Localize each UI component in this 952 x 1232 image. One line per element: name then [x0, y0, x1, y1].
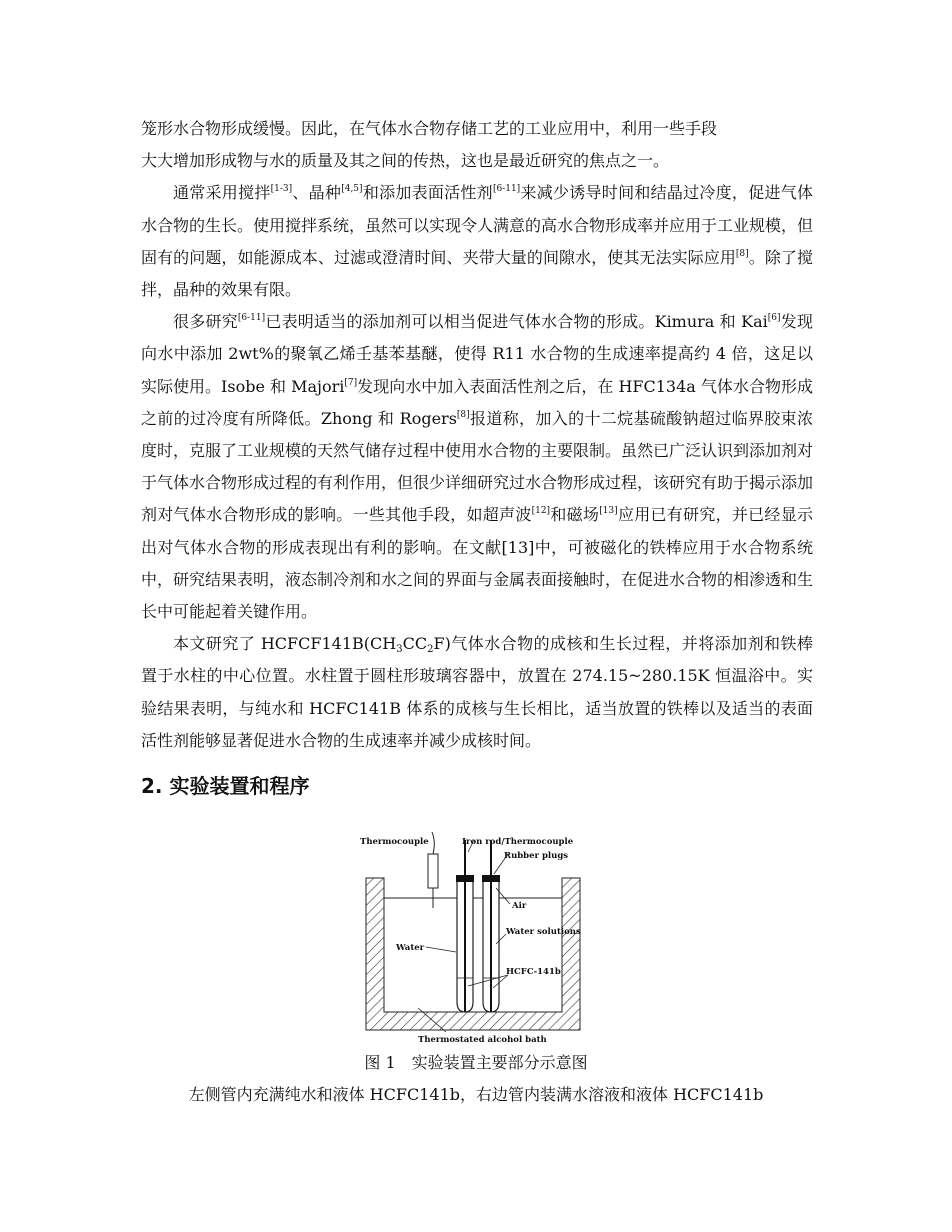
text-run: 报道称，加入的十二烷基硫酸钠超过临界胶束浓度时，克服了工业规模的天然气储存过程中使用水合物的主要限制。虽然已广泛认识到添加剂对于气体水合物形成过程的有利作用，但很少详细研究过水合物形成过程，该研究有助于揭示添加剂对气体水合物形成的影响。一些其他手段，如超声波 — [141, 408, 814, 525]
citation: [6-11] — [237, 313, 266, 324]
text-run: 已表明适当的添加剂可以相当促进气体水合物的形成。Kimura 和 Kai — [265, 312, 768, 332]
citation: [8] — [735, 248, 749, 259]
label-iron-rod: Iron rod/Thermocouple — [462, 837, 574, 847]
citation: [6-11] — [492, 184, 521, 195]
subscript: 3 — [396, 644, 403, 656]
paragraph-line: 大大增加形成物与水的质量及其之间的传热，这也是最近研究的焦点之一。 — [141, 151, 670, 171]
paragraph-stirring — [141, 177, 813, 306]
section-heading: 2. 实验装置和程序 — [141, 774, 310, 798]
text-run: 发现向水中添加 2wt%的聚氧乙烯壬基苯基醚，使得 R11 水合物的生成速率提高约 4 倍，这足以实际使用。Isobe 和 Majori — [141, 312, 813, 396]
citation: [8] — [456, 409, 470, 420]
paragraph-additives — [141, 306, 813, 628]
label-thermocouple: Thermocouple — [360, 837, 429, 847]
label-rubber-plugs: Rubber plugs — [504, 851, 569, 861]
thermocouple-probe — [428, 854, 438, 888]
label-bath: Thermostated alcohol bath — [418, 1035, 547, 1045]
text-run: 来减少诱导时间和结晶过冷度，促进气体水合物的生长。使用搅拌系统，虽然可以实现令人满意的高水合物形成率并应用于工业规模，但固有的问题，如能源成本、过滤或澄清时间、夹带大量的间隙水，使其无法实际应用 — [141, 183, 814, 267]
leader-line — [426, 947, 456, 952]
figure-apparatus — [356, 826, 596, 1048]
label-air: Air — [512, 901, 527, 911]
paragraph-continuation — [141, 113, 813, 177]
label-hcfc: HCFC-141b — [506, 967, 561, 977]
text-run: 和磁场 — [550, 505, 600, 525]
text-run: 、晶种 — [292, 183, 342, 203]
citation: [13] — [599, 506, 618, 517]
citation: [7] — [344, 377, 358, 388]
citation: [1-3] — [270, 184, 293, 195]
text-run: 和添加表面活性剂 — [362, 183, 493, 203]
citation: [12] — [531, 506, 551, 517]
text-run: 应用已有研究，并已经显示出对气体水合物的形成表现出有利的影响。在文献[13]中，可被磁化的铁棒应用于水合物系统中，研究结果表明，液态制冷剂和水之间的界面与金属表面接触时，在促进水合物的相渗透和生长中可能起着关键作用。 — [141, 505, 814, 622]
apparatus-diagram — [356, 826, 596, 1048]
figure-caption: 图 1 实验装置主要部分示意图 — [364, 1053, 588, 1072]
paragraph-this-study — [141, 628, 813, 757]
text-run: F)气体水合物的成核和生长过程，并将添加剂和铁棒置于水柱的中心位置。水柱置于圆柱形玻璃容器中，放置在 274.15~280.15K 恒温浴中。实验结果表明，与纯水和 HCFC141B 体系的成核与生长相比，适当放置的铁棒以及适当的表面活性剂能够显著促进水合物的生成速率并减少成核时间。 — [141, 634, 813, 750]
text-run: CC — [402, 634, 428, 654]
text-run: 发现向水中加入表面活性剂之后，在 HFC134a 气体水合物形成之前的过冷度有所降低。Zhong 和 Rogers — [141, 376, 813, 428]
figure-note: 左侧管内充满纯水和液体 HCFC141b，右边管内装满水溶液和液体 HCFC141b — [188, 1085, 764, 1104]
label-water: Water — [396, 943, 425, 953]
text-run: 。除了搅拌，晶种的效果有限。 — [141, 247, 813, 300]
text-run: 很多研究 — [173, 312, 238, 332]
citation: [4,5] — [341, 184, 363, 195]
thermocouple-wire — [432, 832, 434, 854]
paragraph-line: 笼形水合物形成缓慢。因此，在气体水合物存储工艺的工业应用中，利用一些手段 — [141, 119, 718, 138]
body-text — [141, 113, 813, 757]
subscript: 2 — [427, 644, 434, 656]
label-water-solutions: Water solutions — [506, 927, 581, 937]
text-run: 本文研究了 HCFCF141B(CH — [173, 634, 397, 654]
text-run: 通常采用搅拌 — [173, 183, 271, 203]
citation: [6] — [767, 313, 781, 324]
